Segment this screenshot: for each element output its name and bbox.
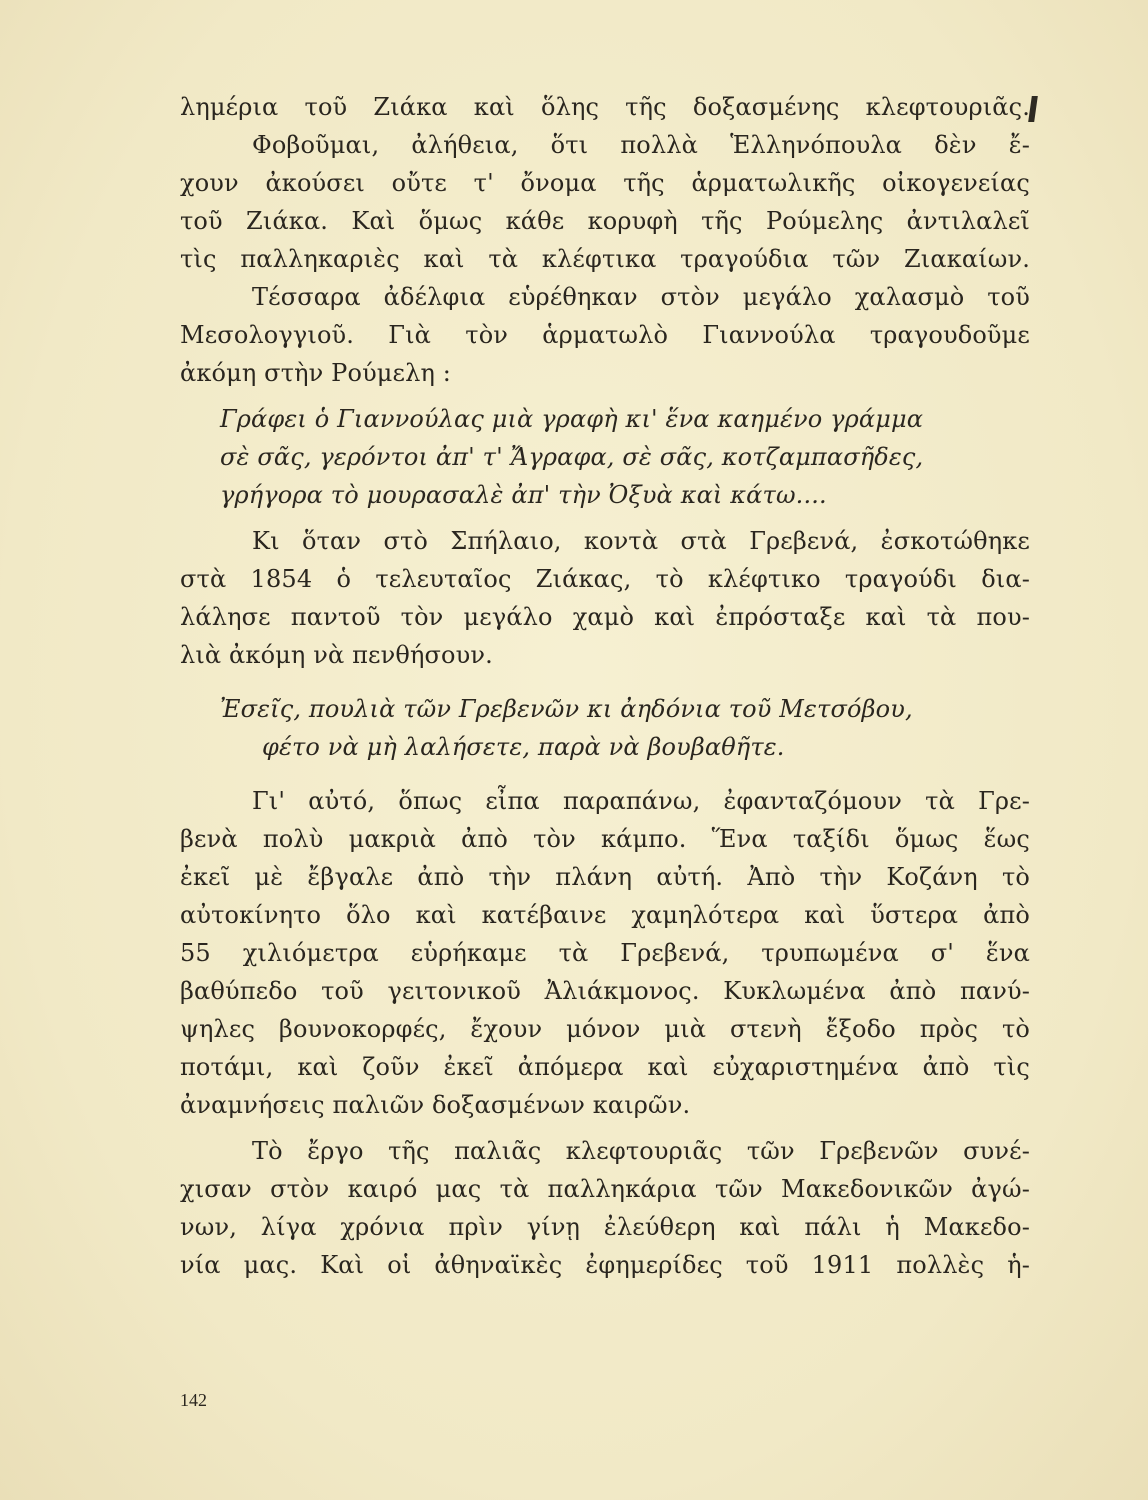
text-line: 55 χιλιόμετρα εὑρήκαμε τὰ Γρεβενά, τρυπωμένα σ' ἕνα (180, 939, 1030, 967)
text-line: ἐκεῖ μὲ ἔβγαλε ἀπὸ τὴν πλάνη αὐτή. Ἀπὸ τὴν Κοζάνη τὸ (180, 863, 1030, 891)
text-line: Γι' αὐτό, ὅπως εἶπα παραπάνω, ἐφανταζόμουν τὰ Γρε- (252, 787, 1030, 815)
verse-line: Ἐσεῖς, πουλιὰ τῶν Γρεβενῶν κι ἀηδόνια τοῦ Μετσόβου, (220, 695, 913, 723)
text-line: ψηλες βουνοκορφές, ἔχουν μόνον μιὰ στενὴ ἔξοδο πρὸς τὸ (180, 1015, 1030, 1043)
text-line: Φοβοῦμαι, ἀλήθεια, ὅτι πολλὰ Ἑλληνόπουλα δὲν ἔ- (252, 131, 1030, 159)
verse-line: Γράφει ὁ Γιαννούλας μιὰ γραφὴ κι' ἕνα καημένο γράμμα (220, 405, 924, 433)
text-line: τοῦ Ζιάκα. Καὶ ὅμως κάθε κορυφὴ τῆς Ρούμελης ἀντιλαλεῖ (180, 207, 1030, 235)
text-line: αὐτοκίνητο ὅλο καὶ κατέβαινε χαμηλότερα καὶ ὕστερα ἀπὸ (180, 901, 1030, 929)
text-line: ποτάμι, καὶ ζοῦν ἐκεῖ ἀπόμερα καὶ εὐχαριστημένα ἀπὸ τὶς (180, 1053, 1030, 1081)
text-line: λιὰ ἀκόμη νὰ πενθήσουν. (180, 641, 493, 669)
body-text (180, 88, 1030, 1284)
verse-line: γρήγορα τὸ μουρασαλὲ ἀπ' τὴν Ὀξυὰ καὶ κάτω.... (220, 481, 827, 509)
verse-line: σὲ σᾶς, γερόντοι ἀπ' τ' Ἄγραφα, σὲ σᾶς, κοτζαμπασῆδες, (220, 443, 924, 471)
text-line: Τέσσαρα ἀδέλφια εὑρέθηκαν στὸν μεγάλο χαλασμὸ τοῦ (252, 283, 1030, 311)
text-line: Μεσολογγιοῦ. Γιὰ τὸν ἁρματωλὸ Γιαννούλα τραγουδοῦμε (180, 321, 1030, 349)
text-line: βαθύπεδο τοῦ γειτονικοῦ Ἀλιάκμονος. Κυκλωμένα ἀπὸ πανύ- (180, 977, 1030, 1005)
text-line: χουν ἀκούσει οὔτε τ' ὄνομα τῆς ἁρματωλικῆς οἰκογενείας (180, 169, 1030, 197)
verse-line: φέτο νὰ μὴ λαλήσετε, παρὰ νὰ βουβαθῆτε. (262, 733, 785, 761)
text-line: ἀκόμη στὴν Ρούμελη : (180, 359, 452, 387)
text-line: χισαν στὸν καιρό μας τὰ παλληκάρια τῶν Μακεδονικῶν ἀγώ- (180, 1175, 1030, 1203)
text-line: λημέρια τοῦ Ζιάκα καὶ ὅλης τῆς δοξασμένης κλεφτουριᾶς. (180, 93, 1030, 121)
text-line: νων, λίγα χρόνια πρὶν γίνῃ ἐλεύθερη καὶ πάλι ἡ Μακεδο- (180, 1213, 1030, 1241)
text-line: στὰ 1854 ὁ τελευταῖος Ζιάκας, τὸ κλέφτικο τραγούδι δια- (180, 565, 1030, 593)
text-line: λάλησε παντοῦ τὸν μεγάλο χαμὸ καὶ ἐπρόσταξε καὶ τὰ που- (180, 603, 1030, 631)
text-line: βενὰ πολὺ μακριὰ ἀπὸ τὸν κάμπο. Ἕνα ταξίδι ὅμως ἕως (180, 825, 1030, 853)
text-line: ἀναμνήσεις παλιῶν δοξασμένων καιρῶν. (180, 1091, 691, 1119)
page-number: 142 (180, 1390, 207, 1410)
text-line: Τὸ ἔργο τῆς παλιᾶς κλεφτουριᾶς τῶν Γρεβενῶν συνέ- (252, 1137, 1030, 1165)
text-line: Κι ὅταν στὸ Σπήλαιο, κοντὰ στὰ Γρεβενά, ἐσκοτώθηκε (252, 527, 1030, 555)
text-line: τὶς παλληκαριὲς καὶ τὰ κλέφτικα τραγούδια τῶν Ζιακαίων. (180, 245, 1030, 273)
text-line: νία μας. Καὶ οἱ ἀθηναϊκὲς ἐφημερίδες τοῦ 1911 πολλὲς ἡ- (180, 1251, 1030, 1279)
